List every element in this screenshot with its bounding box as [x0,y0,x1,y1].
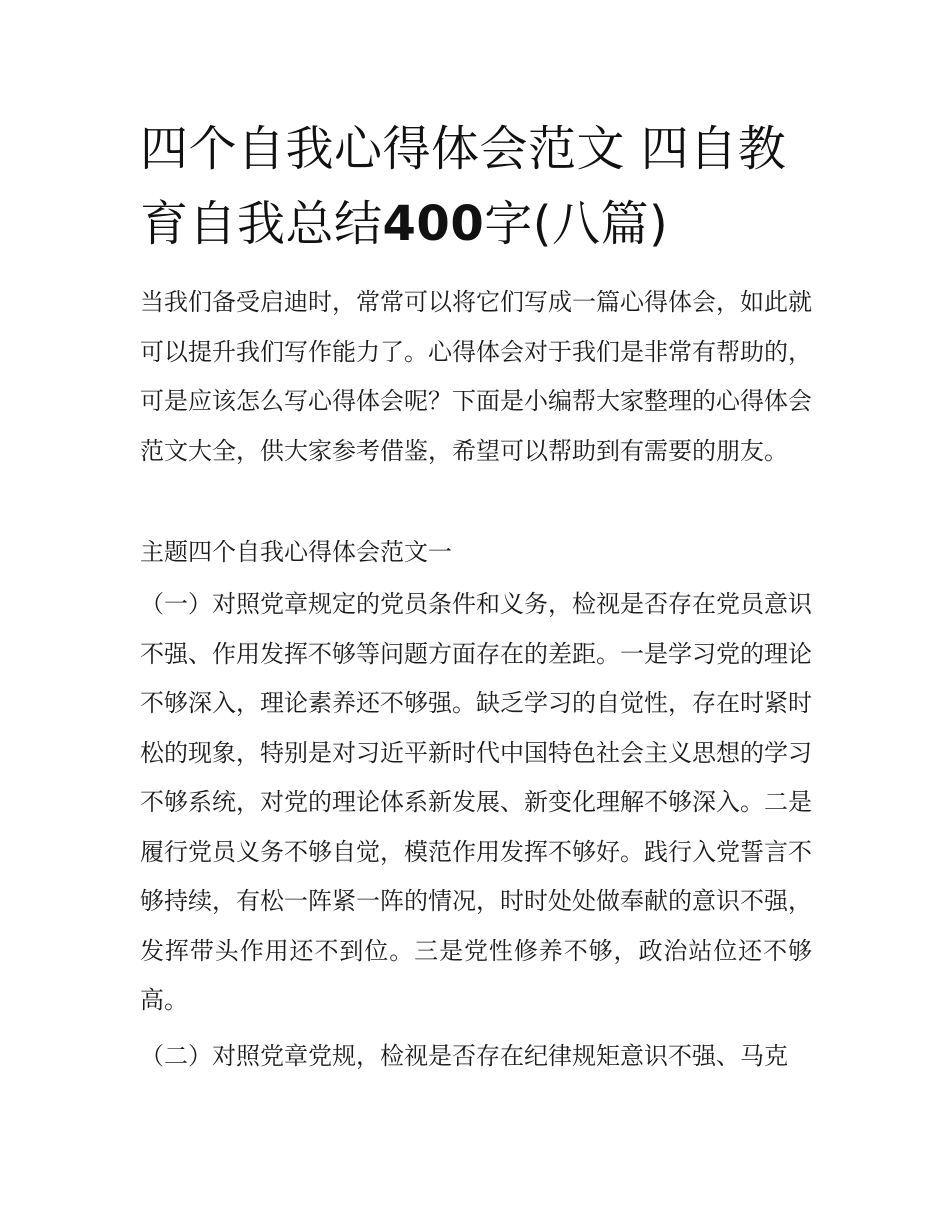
body-paragraph-2: （二）对照党章党规，检视是否存在纪律规矩意识不强、马克 [140,1042,788,1070]
title-text-part1: 四个自我心得体会范文 四自教育自我总结 [140,121,787,252]
document-title [140,112,820,262]
section-heading: 主题四个自我心得体会范文一 [140,538,452,566]
title-number: 400 [382,196,485,252]
body-paragraph-1: （一）对照党章规定的党员条件和义务，检视是否存在党员意识不强、作用发挥不够等问题方面存在的差距。一是学习党的理论不够深入，理论素养还不够强。缺乏学习的自觉性，存在时紧时松的现象，特别是对习近平新时代中国特色社会主义思想的学习不够系统，对党的理论体系新发展、新变化理解不够深入。二是履行党员义务不够自觉，模范作用发挥不够好。践行入党誓言不够持续，有松一阵紧一阵的情况，时时处处做奉献的意识不强，发挥带头作用还不到位。三是党性修养不够，政治站位还不够高。 [140,590,812,1014]
intro-paragraph: 当我们备受启迪时，常常可以将它们写成一篇心得体会，如此就可以提升我们写作能力了。心得体会对于我们是非常有帮助的，可是应该怎么写心得体会呢？下面是小编帮大家整理的心得体会范文大全，供大家参考借鉴，希望可以帮助到有需要的朋友。 [140,288,812,465]
title-text-part2: 字(八篇) [484,196,669,252]
